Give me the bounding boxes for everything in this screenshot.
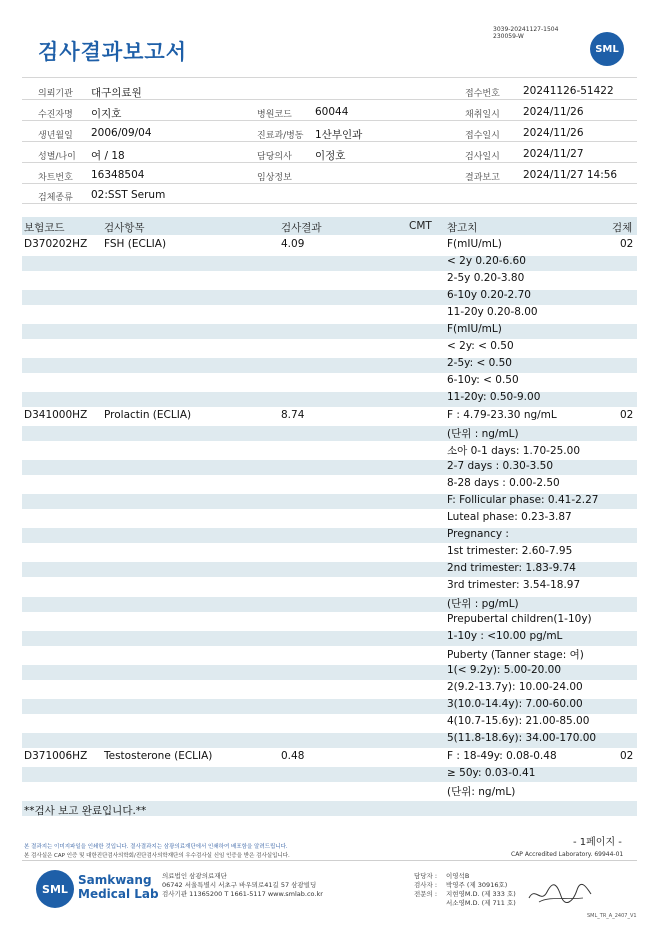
row-band <box>22 597 637 612</box>
reference-line: 2-7 days : 0.30-3.50 <box>447 459 554 472</box>
info-label: 병원코드 <box>257 110 292 120</box>
document-id-line1: 3039-20241127-1504 <box>493 26 559 33</box>
row-item: FSH (ECLIA) <box>104 238 167 250</box>
row-result: 0.48 <box>281 749 305 762</box>
info-label: 접수번호 <box>465 89 500 99</box>
info-value: 대구의료원 <box>91 87 142 99</box>
sml-logo: SML <box>590 32 624 66</box>
staff-info <box>414 872 516 908</box>
org-line: 06742 서울특별시 서초구 바우뫼로41길 57 삼광빌딩 <box>162 881 317 889</box>
reference-line: F(mIU/mL) <box>447 323 502 336</box>
reference-line: 6-10y: < 0.50 <box>447 374 519 387</box>
reference-line: F(mIU/mL) <box>447 238 502 250</box>
info-label: 검사일시 <box>465 152 500 162</box>
reference-line: F : 18-49y: 0.08-0.48 <box>447 749 557 762</box>
reference-line: 2(9.2-13.7y): 10.00-24.00 <box>447 681 583 694</box>
reference-line: 1(< 9.2y): 5.00-20.00 <box>447 664 562 677</box>
staff-row: 담당자 : 이영석B <box>414 872 470 880</box>
reference-line: F: Follicular phase: 0.41-2.27 <box>447 493 599 506</box>
document-id <box>493 26 558 40</box>
row-band <box>22 392 637 407</box>
info-value: 60044 <box>315 106 349 118</box>
report-title: 검사결과보고서 <box>38 40 188 64</box>
reference-line: 1-10y : <10.00 pg/mL <box>447 630 563 643</box>
reference-line: 11-20y 0.20-8.00 <box>447 306 538 319</box>
reference-line: Puberty (Tanner stage: 여) <box>447 649 584 662</box>
info-label: 수진자명 <box>38 110 73 120</box>
reference-line: 6-10y 0.20-2.70 <box>447 289 531 302</box>
info-value: 2024/11/27 <box>523 148 584 160</box>
info-label: 생년월일 <box>38 131 73 141</box>
info-label: 접수일시 <box>465 131 500 141</box>
info-label: 임상정보 <box>257 173 292 183</box>
info-value: 2024/11/26 <box>523 127 584 139</box>
reference-line: 11-20y: 0.50-9.00 <box>447 391 541 404</box>
report-complete-note: **검사 보고 완료입니다.** <box>24 804 147 817</box>
info-label: 담당의사 <box>257 152 292 162</box>
info-label: 채취일시 <box>465 110 500 120</box>
header-divider <box>22 203 637 204</box>
brand-name-line2: Medical Lab <box>78 887 159 901</box>
row-band <box>22 256 637 271</box>
row-band <box>22 528 637 543</box>
row-band <box>22 290 637 305</box>
col-code-header: 보험코드 <box>24 222 65 234</box>
signature-image <box>525 878 595 908</box>
header-divider <box>22 77 637 78</box>
reference-line: (단위 : ng/mL) <box>447 427 519 440</box>
footer-divider <box>22 860 637 861</box>
row-item: Testosterone (ECLIA) <box>104 749 213 762</box>
reference-line: < 2y 0.20-6.60 <box>447 255 526 268</box>
staff-row: 서소영M.D. (제 711 호) <box>446 899 516 907</box>
brand-name-line1: Samkwang <box>78 873 152 887</box>
row-specimen: 02 <box>620 238 634 250</box>
reference-line: 5(11.8-18.6y): 34.00-170.00 <box>447 732 597 745</box>
row-item: Prolactin (ECLIA) <box>104 408 192 421</box>
info-label: 의뢰기관 <box>38 89 73 99</box>
reference-line: 1st trimester: 2.60-7.95 <box>447 544 573 557</box>
sml-brand-logo: SML <box>36 870 74 908</box>
info-label: 결과보고 <box>465 173 500 183</box>
row-specimen: 02 <box>620 408 634 421</box>
page-number: - 1페이지 - <box>573 837 622 848</box>
row-result: 4.09 <box>281 238 305 250</box>
organization-info <box>162 872 323 899</box>
reference-line: 2-5y 0.20-3.80 <box>447 272 525 285</box>
reference-line: 4(10.7-15.6y): 21.00-85.00 <box>447 715 590 728</box>
reference-line: 8-28 days : 0.00-2.50 <box>447 476 560 489</box>
cap-accreditation: CAP Accredited Laboratory. 69944-01 <box>511 851 624 858</box>
org-line: 의료법인 삼광의료재단 <box>162 872 227 880</box>
info-value: 1산부인과 <box>315 129 363 141</box>
reference-line: Luteal phase: 0.23-3.87 <box>447 510 572 523</box>
info-value: 2024/11/26 <box>523 106 584 118</box>
row-code: D341000HZ <box>24 408 88 421</box>
reference-line: 소아 0-1 days: 1.70-25.00 <box>447 444 580 457</box>
document-id-line2: 230059-W <box>493 33 524 40</box>
staff-row: 검사자 : 박영주 (제 30916호) <box>414 881 508 889</box>
col-item-header: 검사항목 <box>104 222 145 234</box>
row-band <box>22 324 637 339</box>
reference-line: (단위: ng/mL) <box>447 785 516 798</box>
reference-line: ≥ 50y: 0.03-0.41 <box>447 766 536 779</box>
info-label: 진료과/병동 <box>257 131 304 141</box>
info-label: 검체종류 <box>38 193 73 203</box>
reference-line: 3rd trimester: 3.54-18.97 <box>447 579 581 591</box>
info-value: 2024/11/27 14:56 <box>523 169 618 181</box>
row-band <box>22 358 637 373</box>
reference-line: Pregnancy : <box>447 527 509 540</box>
info-value: 여 / 18 <box>91 150 125 162</box>
row-band <box>22 767 637 782</box>
reference-line: < 2y: < 0.50 <box>447 340 514 353</box>
col-result-header: 검사결과 <box>281 222 322 234</box>
header-divider <box>22 183 637 184</box>
col-cmt-header: CMT <box>409 220 432 232</box>
info-label: 차트번호 <box>38 173 73 183</box>
info-value: 02:SST Serum <box>91 189 166 201</box>
col-ref-header: 참고치 <box>447 222 478 234</box>
reference-line: Prepubertal children(1-10y) <box>447 613 592 626</box>
info-value: 이정호 <box>315 150 346 162</box>
row-band <box>22 426 637 441</box>
info-value: 이지호 <box>91 108 122 120</box>
row-code: D371006HZ <box>24 749 88 762</box>
info-value: 20241126-51422 <box>523 85 614 97</box>
reference-line: F : 4.79-23.30 ng/mL <box>447 408 557 421</box>
row-specimen: 02 <box>620 749 634 762</box>
info-value: 16348504 <box>91 169 145 181</box>
info-value: 2006/09/04 <box>91 127 152 139</box>
footer-note-image: 본 결과지는 이미지파일을 인쇄한 것입니다. 결사결과지는 삼광의료재단에서 인쇄하여 배포함을 알려드립니다. <box>24 844 288 850</box>
info-label: 성별/나이 <box>38 152 76 162</box>
staff-row: 전문의 : 지현영M.D. (제 333 호) <box>414 890 516 898</box>
org-line: 검사기관 11365200 T 1661-5117 www.smlab.co.kr <box>162 890 323 898</box>
row-result: 8.74 <box>281 408 305 421</box>
form-code: SML_TR_A_2407_V1 <box>587 913 637 919</box>
row-code: D370202HZ <box>24 238 88 250</box>
reference-line: 2nd trimester: 1.83-9.74 <box>447 561 576 574</box>
reference-line: 2-5y: < 0.50 <box>447 357 512 370</box>
reference-line: (단위 : pg/mL) <box>447 598 519 611</box>
reference-line: 3(10.0-14.4y): 7.00-60.00 <box>447 698 583 711</box>
col-specimen-header: 검체 <box>612 222 633 234</box>
brand-name <box>78 873 159 901</box>
footer-note-cap: 본 검사실은 CAP 인증 및 대한진단검사의학회/진단검사의학재단의 우수검사실 신임 인증을 받은 검사실입니다. <box>24 853 290 859</box>
